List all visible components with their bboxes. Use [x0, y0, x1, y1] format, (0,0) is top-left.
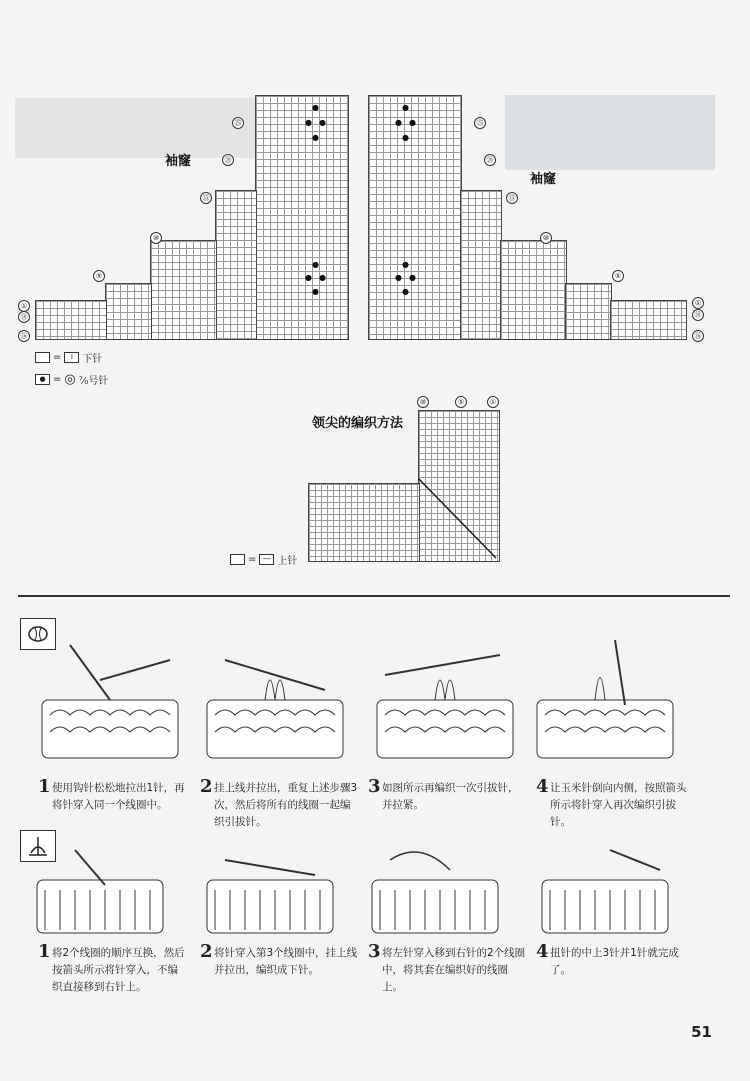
- left-chart-top: [255, 95, 349, 340]
- row-marker: ⑯: [18, 330, 30, 342]
- step-text: 将2个线圈的顺序互换，然后按箭头所示将针穿入，不编织直接移到右针上。: [52, 947, 185, 993]
- collar-diagonal: [418, 478, 498, 560]
- step-illustration-4: [535, 635, 675, 760]
- row-marker: ⑩: [150, 232, 162, 244]
- step-number: 4: [536, 941, 549, 962]
- bobble-mark: ●: [319, 273, 326, 282]
- right-chart-step1: [460, 190, 502, 340]
- left-chart-step3: [105, 283, 152, 340]
- step-text: 如图所示再编织一次引拔针，并拉紧。: [382, 782, 519, 811]
- row-marker: ⑯: [692, 330, 704, 342]
- step-text: 让玉米针倒向内侧，按照箭头所示将针穿入再次编织引拔针。: [550, 782, 687, 828]
- bobble-mark: ●: [402, 133, 409, 142]
- bobble-mark: ●: [409, 118, 416, 127]
- row-marker: ⑱: [18, 311, 30, 323]
- right-chart-base: [610, 300, 687, 340]
- empty-square-icon: [230, 554, 245, 565]
- legend-knit-label: 下针: [82, 354, 103, 365]
- bobble-icon: ◎: [64, 372, 76, 387]
- row-marker: ㉕: [474, 117, 486, 129]
- section2-step-2: [200, 941, 358, 979]
- step-illustration-8: [540, 840, 670, 935]
- step-illustration-3: [375, 640, 515, 760]
- purl-symbol-icon: —: [259, 554, 274, 565]
- empty-square-icon: [35, 352, 50, 363]
- section2-step-3: [368, 941, 528, 996]
- legend-bobble-label: ⁷⁄₀号针: [78, 376, 109, 387]
- row-marker: ㉕: [232, 117, 244, 129]
- step-number: 1: [38, 941, 51, 962]
- step-text: 将针穿入第3个线圈中，挂上线并拉出，编织成下针。: [214, 947, 358, 976]
- step-text: 扭针的中上3针并1针就完成了。: [550, 947, 679, 976]
- section1-step-1: [38, 776, 188, 814]
- row-marker: ⑱: [692, 309, 704, 321]
- collar-marker: ⑩: [417, 396, 429, 408]
- section2-step-4: [536, 941, 696, 979]
- legend-bobble: [35, 372, 108, 387]
- collar-marker: ⑤: [455, 396, 467, 408]
- page-number: 51: [691, 1023, 712, 1041]
- equals-sign: =: [53, 374, 62, 385]
- row-marker: ⑳: [222, 154, 234, 166]
- step-number: 3: [368, 941, 381, 962]
- row-marker: ⑮: [200, 192, 212, 204]
- row-marker: ⑤: [612, 270, 624, 282]
- bobble-mark: ●: [305, 118, 312, 127]
- step-illustration-1: [40, 640, 180, 760]
- left-chart-step2: [150, 240, 217, 340]
- legend-knit: [35, 350, 102, 365]
- row-marker: ⑮: [506, 192, 518, 204]
- left-chart-base: [35, 300, 107, 340]
- bobble-mark: ●: [395, 118, 402, 127]
- bobble-mark: ●: [312, 287, 319, 296]
- row-marker: ⑤: [93, 270, 105, 282]
- step-illustration-6: [205, 845, 335, 935]
- bobble-mark: ●: [402, 260, 409, 269]
- equals-sign: =: [53, 352, 62, 363]
- section-divider: [18, 595, 730, 597]
- knit-symbol-icon: I: [64, 352, 79, 363]
- bobble-mark: ●: [402, 103, 409, 112]
- step-text: 使用钩针松松地拉出1针，再将针穿入同一个线圈中。: [52, 782, 185, 811]
- legend-purl: [230, 552, 297, 567]
- section1-step-2: [200, 776, 358, 831]
- step-number: 1: [38, 776, 51, 797]
- row-marker: ①: [692, 297, 704, 309]
- bobble-symbol-icon: ●: [35, 374, 50, 385]
- collar-title: 领尖的编织方法: [312, 416, 404, 431]
- section1-step-3: [368, 776, 528, 814]
- row-marker: ⑩: [540, 232, 552, 244]
- left-chart-step1: [215, 190, 257, 340]
- equals-sign: =: [248, 554, 257, 565]
- bobble-mark: ●: [409, 273, 416, 282]
- step-number: 3: [368, 776, 381, 797]
- step-text: 挂上线并拉出，重复上述步骤3次，然后将所有的线圈一起编织引拔针。: [214, 782, 358, 828]
- section1-step-4: [536, 776, 696, 831]
- bobble-mark: ●: [319, 118, 326, 127]
- step-illustration-5: [35, 845, 165, 935]
- bg-photo-right: [505, 95, 715, 170]
- step-text: 将左针穿入移到右针的2个线圈中，将其套在编织好的线圈上。: [382, 947, 526, 993]
- left-chart-title: 袖窿: [165, 154, 192, 169]
- bobble-mark: ●: [312, 103, 319, 112]
- bobble-mark: ●: [402, 287, 409, 296]
- right-chart-top: [368, 95, 462, 340]
- collar-marker: ①: [487, 396, 499, 408]
- bobble-mark: ●: [305, 273, 312, 282]
- step-number: 2: [200, 776, 213, 797]
- bobble-mark: ●: [395, 273, 402, 282]
- right-chart-step2: [500, 240, 567, 340]
- step-number: 4: [536, 776, 549, 797]
- legend-purl-label: 上针: [277, 556, 298, 567]
- step-illustration-2: [205, 640, 345, 760]
- collar-chart-horizontal: [308, 483, 420, 562]
- row-marker: ①: [18, 300, 30, 312]
- right-chart-title: 袖窿: [530, 172, 557, 187]
- bobble-mark: ●: [312, 260, 319, 269]
- right-chart-step3: [565, 283, 612, 340]
- bg-photo-left: [15, 98, 255, 158]
- section2-step-1: [38, 941, 188, 996]
- step-illustration-7: [370, 840, 500, 935]
- bobble-mark: ●: [312, 133, 319, 142]
- row-marker: ⑳: [484, 154, 496, 166]
- step-number: 2: [200, 941, 213, 962]
